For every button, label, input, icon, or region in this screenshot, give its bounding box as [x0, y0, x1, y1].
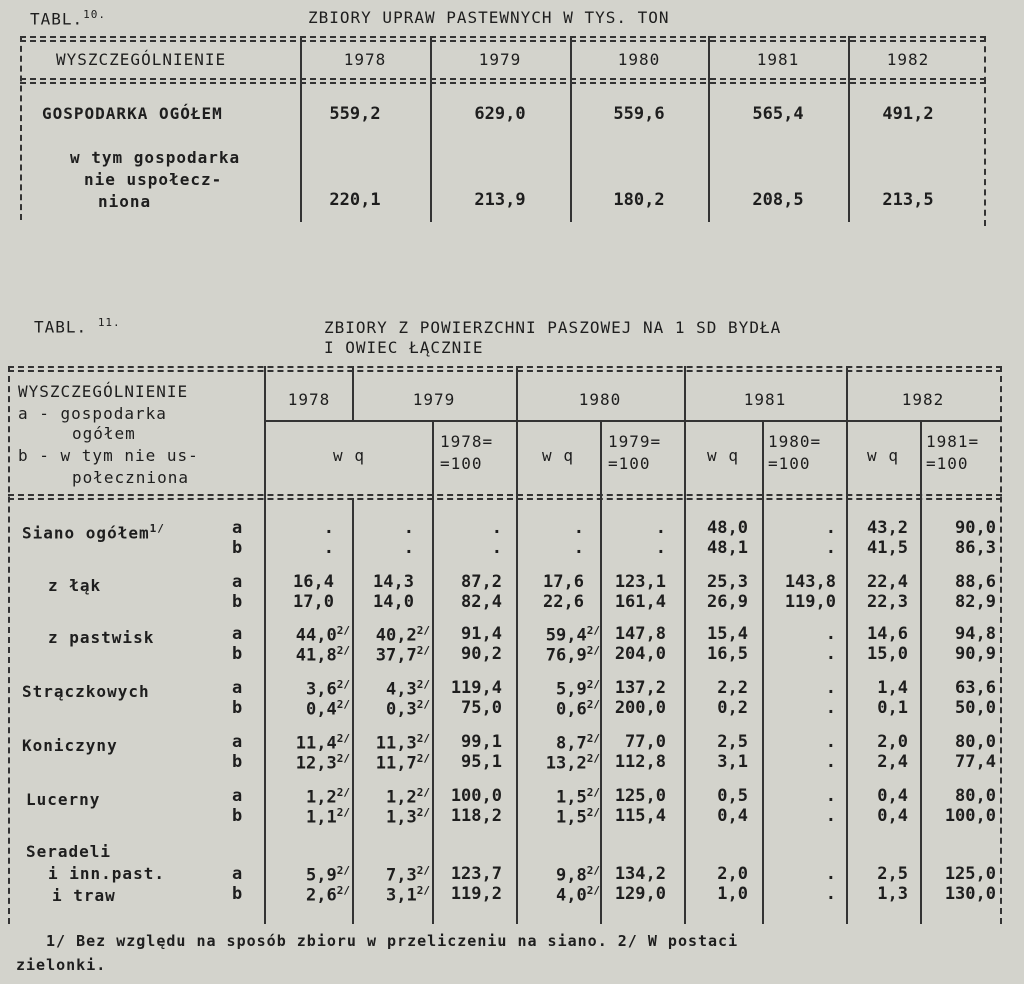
- t11-cell: 15,0: [867, 644, 908, 664]
- footnote-ref: 2/: [586, 864, 600, 877]
- footnote-ref: 2/: [416, 806, 430, 819]
- t11-cell: 118,2: [450, 806, 502, 826]
- t10-cell: 559,6: [613, 104, 665, 124]
- t11-cell: 2,0: [717, 864, 748, 884]
- t10-cell: 213,9: [474, 190, 526, 210]
- t11-year: 1979: [412, 390, 456, 409]
- t11-row-label: Siano ogółem$^{1/}$: [22, 522, 165, 543]
- t11-cell: 22,4: [867, 572, 908, 592]
- t11-cell: $3,1^{2/}$: [386, 884, 430, 906]
- t11-cell: $1,5^{2/}$: [556, 806, 600, 828]
- t11-cell: $1,1^{2/}$: [306, 806, 350, 828]
- t11-wq: w q: [867, 446, 899, 465]
- t11-cell: .: [825, 732, 836, 752]
- t11-cell: 0,5: [717, 786, 748, 806]
- row-variant-a: a: [232, 624, 243, 644]
- t11-cell: $11,7^{2/}$: [375, 752, 430, 774]
- t11-cell: 2,0: [877, 732, 908, 752]
- t10-cell: 559,2: [329, 104, 381, 124]
- t11-wq: w q: [707, 446, 739, 465]
- t11-cell: 130,0: [944, 884, 996, 904]
- t11-cell: 100,0: [944, 806, 996, 826]
- t11-head-line: połeczniona: [72, 468, 189, 487]
- row-variant-b: b: [232, 538, 243, 558]
- t11-row-label: z pastwisk: [48, 628, 155, 647]
- t11-cell: 119,2: [450, 884, 502, 904]
- t11-cell: 43,2: [867, 518, 908, 538]
- t11-cell: .: [825, 678, 836, 698]
- t11-index-head: 1979=: [608, 432, 662, 451]
- footnote-ref: 2/: [416, 884, 430, 897]
- t11-cell: $9,8^{2/}$: [556, 864, 600, 886]
- t11-cell: $3,6^{2/}$: [306, 678, 350, 700]
- t11-cell: 143,8: [784, 572, 836, 592]
- footnote: 1/ Bez względu na sposób zbioru w przeliczeniu na siano. 2/ W postaci: [46, 932, 739, 950]
- t11-index-head: =100: [608, 454, 651, 473]
- t11-cell: .: [825, 884, 836, 904]
- t11-cell: 1,0: [717, 884, 748, 904]
- t11-cell: 90,2: [461, 644, 502, 664]
- t11-cell: $0,4^{2/}$: [306, 698, 350, 720]
- t11-wq: w q: [542, 446, 574, 465]
- t11-cell: $44,0^{2/}$: [295, 624, 350, 646]
- t11-cell: $59,4^{2/}$: [545, 624, 600, 646]
- t11-cell: .: [403, 538, 414, 558]
- t11-cell: $11,4^{2/}$: [295, 732, 350, 754]
- t11-cell: 0,4: [877, 786, 908, 806]
- footnote-ref: 2/: [336, 864, 350, 877]
- t10-row-label: w tym gospodarka: [70, 148, 241, 167]
- t11-index-head: 1981=: [926, 432, 980, 451]
- t11-wq: w q: [333, 446, 365, 465]
- t11-row-label: i traw: [52, 886, 116, 905]
- t11-cell: 115,4: [614, 806, 666, 826]
- footnote-ref: 2/: [336, 806, 350, 819]
- row-variant-b: b: [232, 806, 243, 826]
- t11-cell: 119,4: [450, 678, 502, 698]
- t10-cell: 629,0: [474, 104, 526, 124]
- t10-year: 1982: [886, 50, 930, 69]
- t10-row-label: nie uspołecz-: [84, 170, 223, 189]
- t11-row-label: i inn.past.: [48, 864, 165, 883]
- t10-number: 10.: [83, 8, 107, 21]
- t11-cell: 95,1: [461, 752, 502, 772]
- t11-row-label: z łąk: [48, 576, 102, 595]
- t11-cell: 50,0: [955, 698, 996, 718]
- t11-cell: 0,4: [717, 806, 748, 826]
- t11-cell: 134,2: [614, 864, 666, 884]
- t11-cell: $2,6^{2/}$: [306, 884, 350, 906]
- t11-cell: 2,5: [717, 732, 748, 752]
- t11-year: 1982: [901, 390, 945, 409]
- footnote-ref: 2/: [586, 624, 600, 637]
- t11-head-line: ogółem: [72, 424, 136, 443]
- row-variant-a: a: [232, 518, 243, 538]
- row-variant-b: b: [232, 644, 243, 664]
- t11-cell: 80,0: [955, 732, 996, 752]
- t10-cell: 220,1: [329, 190, 381, 210]
- footnote-ref: 2/: [416, 732, 430, 745]
- t11-cell: 0,2: [717, 698, 748, 718]
- t11-cell: .: [573, 518, 584, 538]
- row-variant-a: a: [232, 864, 243, 884]
- t11-cell: .: [825, 518, 836, 538]
- t11-cell: 204,0: [614, 644, 666, 664]
- t11-head-line: b - w tym nie us-: [18, 446, 199, 465]
- t11-cell: 1,4: [877, 678, 908, 698]
- t11-cell: $76,9^{2/}$: [545, 644, 600, 666]
- t11-cell: 48,0: [707, 518, 748, 538]
- t11-cell: 125,0: [614, 786, 666, 806]
- row-variant-a: a: [232, 786, 243, 806]
- t11-cell: 119,0: [784, 592, 836, 612]
- t11-cell: .: [825, 786, 836, 806]
- footnote-ref: 2/: [586, 884, 600, 897]
- t11-index-head: =100: [440, 454, 483, 473]
- t11-cell: .: [825, 538, 836, 558]
- t11-cell: .: [573, 538, 584, 558]
- t11-cell: .: [655, 538, 666, 558]
- t11-cell: 0,4: [877, 806, 908, 826]
- t11-cell: 147,8: [614, 624, 666, 644]
- t10-title: ZBIORY UPRAW PASTEWNYCH W TYS. TON: [308, 8, 670, 27]
- footnote-ref: 2/: [416, 678, 430, 691]
- t11-cell: 14,3: [373, 572, 414, 592]
- footnote-ref: 2/: [336, 678, 350, 691]
- t10-label: TABL.$^{10.}$: [30, 8, 107, 29]
- t11-cell: 16,4: [293, 572, 334, 592]
- footnote-ref: 2/: [416, 624, 430, 637]
- t11-cell: 41,5: [867, 538, 908, 558]
- t11-cell: .: [491, 518, 502, 538]
- footnote-ref: 2/: [416, 644, 430, 657]
- t11-cell: 1,3: [877, 884, 908, 904]
- t11-cell: 22,6: [543, 592, 584, 612]
- t10-cell: 208,5: [752, 190, 804, 210]
- t11-cell: .: [825, 752, 836, 772]
- t11-cell: .: [323, 518, 334, 538]
- t10-cell: 565,4: [752, 104, 804, 124]
- footnote-ref: 2/: [416, 752, 430, 765]
- t10-cell: 491,2: [882, 104, 934, 124]
- row-variant-b: b: [232, 592, 243, 612]
- footnote-ref: 2/: [586, 752, 600, 765]
- t11-cell: .: [825, 624, 836, 644]
- footnote-ref: 2/: [336, 884, 350, 897]
- footnote-ref: 2/: [336, 732, 350, 745]
- t11-cell: 123,1: [614, 572, 666, 592]
- t11-cell: 87,2: [461, 572, 502, 592]
- t10-cell: 213,5: [882, 190, 934, 210]
- t11-cell: 0,1: [877, 698, 908, 718]
- t11-year: 1981: [743, 390, 787, 409]
- t11-cell: 17,0: [293, 592, 334, 612]
- t11-cell: .: [323, 538, 334, 558]
- t11-head-line: a - gospodarka: [18, 404, 167, 423]
- t11-cell: $1,2^{2/}$: [386, 786, 430, 808]
- t11-cell: $12,3^{2/}$: [295, 752, 350, 774]
- t11-row-label: Seradeli: [26, 842, 112, 861]
- row-variant-b: b: [232, 884, 243, 904]
- t11-cell: 94,8: [955, 624, 996, 644]
- t11-cell: 22,3: [867, 592, 908, 612]
- t11-cell: 161,4: [614, 592, 666, 612]
- t11-cell: .: [825, 806, 836, 826]
- footnote-ref: 2/: [336, 752, 350, 765]
- row-variant-b: b: [232, 698, 243, 718]
- footnote-ref: 2/: [336, 698, 350, 711]
- t10-row-label: GOSPODARKA OGÓŁEM: [42, 104, 223, 123]
- t11-cell: 63,6: [955, 678, 996, 698]
- t11-cell: $41,8^{2/}$: [295, 644, 350, 666]
- t10-cell: 180,2: [613, 190, 665, 210]
- t11-cell: 123,7: [450, 864, 502, 884]
- footnote-ref: 2/: [336, 624, 350, 637]
- t11-cell: $1,5^{2/}$: [556, 786, 600, 808]
- t10-year: 1981: [756, 50, 800, 69]
- t11-cell: 137,2: [614, 678, 666, 698]
- t11-cell: 16,5: [707, 644, 748, 664]
- footnote-ref: 2/: [586, 678, 600, 691]
- t11-index-head: 1978=: [440, 432, 494, 451]
- t11-cell: .: [403, 518, 414, 538]
- footnote-ref: 2/: [586, 732, 600, 745]
- t11-cell: 100,0: [450, 786, 502, 806]
- footnote-ref: 2/: [586, 644, 600, 657]
- footnote-ref: 1/: [149, 522, 165, 535]
- t11-cell: $1,2^{2/}$: [306, 786, 350, 808]
- footnote-ref: 2/: [336, 644, 350, 657]
- t11-year: 1978: [287, 390, 331, 409]
- t11-cell: $1,3^{2/}$: [386, 806, 430, 828]
- t11-cell: 14,0: [373, 592, 414, 612]
- t11-cell: 80,0: [955, 786, 996, 806]
- t11-cell: 15,4: [707, 624, 748, 644]
- t11-cell: $40,2^{2/}$: [375, 624, 430, 646]
- footnote-ref: 2/: [416, 698, 430, 711]
- t11-cell: 82,4: [461, 592, 502, 612]
- t10-year: 1979: [478, 50, 522, 69]
- t11-cell: $11,3^{2/}$: [375, 732, 430, 754]
- t11-cell: 77,4: [955, 752, 996, 772]
- t11-cell: $7,3^{2/}$: [386, 864, 430, 886]
- footnote-ref: 2/: [416, 864, 430, 877]
- t11-cell: 82,9: [955, 592, 996, 612]
- t11-cell: .: [491, 538, 502, 558]
- t11-cell: 125,0: [944, 864, 996, 884]
- t11-cell: 91,4: [461, 624, 502, 644]
- t11-cell: 88,6: [955, 572, 996, 592]
- row-variant-a: a: [232, 678, 243, 698]
- t11-cell: $4,3^{2/}$: [386, 678, 430, 700]
- t11-cell: 90,9: [955, 644, 996, 664]
- t11-cell: 75,0: [461, 698, 502, 718]
- t11-cell: $13,2^{2/}$: [545, 752, 600, 774]
- t11-index-head: 1980=: [768, 432, 822, 451]
- t11-year: 1980: [578, 390, 622, 409]
- t11-cell: 2,5: [877, 864, 908, 884]
- t11-index-head: =100: [768, 454, 811, 473]
- row-variant-a: a: [232, 572, 243, 592]
- t11-label: TABL. $^{11.}$: [34, 316, 121, 337]
- t11-cell: $8,7^{2/}$: [556, 732, 600, 754]
- t11-cell: .: [655, 518, 666, 538]
- t11-cell: $0,3^{2/}$: [386, 698, 430, 720]
- t11-cell: 77,0: [625, 732, 666, 752]
- t11-cell: 2,4: [877, 752, 908, 772]
- t11-cell: 99,1: [461, 732, 502, 752]
- t11-row-label: Lucerny: [26, 790, 101, 809]
- t10-col-head: WYSZCZEGÓLNIENIE: [56, 50, 227, 69]
- t11-index-head: =100: [926, 454, 969, 473]
- t11-cell: .: [825, 698, 836, 718]
- footnote-ref: 2/: [586, 806, 600, 819]
- t11-cell: $5,9^{2/}$: [306, 864, 350, 886]
- t11-cell: 129,0: [614, 884, 666, 904]
- row-variant-b: b: [232, 752, 243, 772]
- footnote: zielonki.: [16, 956, 107, 974]
- t11-cell: 14,6: [867, 624, 908, 644]
- t11-cell: .: [825, 644, 836, 664]
- t11-cell: 3,1: [717, 752, 748, 772]
- t11-title: I OWIEC ŁĄCZNIE: [324, 338, 484, 357]
- t11-cell: $37,7^{2/}$: [375, 644, 430, 666]
- t11-cell: $0,6^{2/}$: [556, 698, 600, 720]
- t11-cell: 25,3: [707, 572, 748, 592]
- t11-cell: 17,6: [543, 572, 584, 592]
- footnote-ref: 2/: [586, 786, 600, 799]
- t11-cell: .: [825, 864, 836, 884]
- t11-cell: 26,9: [707, 592, 748, 612]
- t10-row-label: niona: [98, 192, 152, 211]
- footnote-ref: 2/: [416, 786, 430, 799]
- t11-number: 11.: [97, 316, 121, 329]
- t10-year: 1980: [617, 50, 661, 69]
- t11-cell: 2,2: [717, 678, 748, 698]
- t11-cell: 48,1: [707, 538, 748, 558]
- footnote-ref: 2/: [336, 786, 350, 799]
- t10-year: 1978: [343, 50, 387, 69]
- footnote-ref: 2/: [586, 698, 600, 711]
- t11-title: ZBIORY Z POWIERZCHNI PASZOWEJ NA 1 SD BYDŁA: [324, 318, 782, 337]
- t11-cell: 90,0: [955, 518, 996, 538]
- t11-cell: 86,3: [955, 538, 996, 558]
- t11-head-line: WYSZCZEGÓLNIENIE: [18, 382, 189, 401]
- t11-row-label: Koniczyny: [22, 736, 118, 755]
- row-variant-a: a: [232, 732, 243, 752]
- t11-row-label: Strączkowych: [22, 682, 150, 701]
- t11-cell: 200,0: [614, 698, 666, 718]
- t11-cell: 112,8: [614, 752, 666, 772]
- t11-cell: $5,9^{2/}$: [556, 678, 600, 700]
- t11-cell: $4,0^{2/}$: [556, 884, 600, 906]
